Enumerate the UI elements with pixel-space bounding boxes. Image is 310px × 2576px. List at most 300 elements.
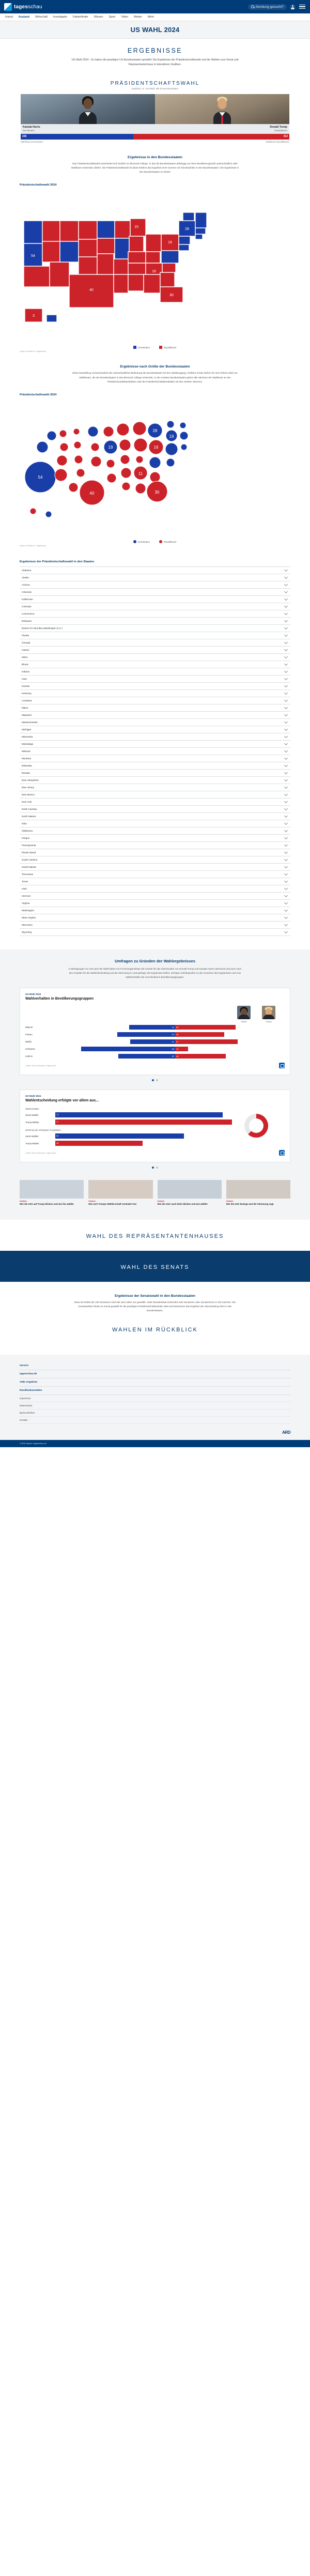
house-section bbox=[0, 1220, 310, 1251]
map1-text: Das Präsidentschaftswahl entscheidet sich letztlich im Electoral College. In das die Bundesstaaten abhängig von ihrer Bevölkerungszahl unterschiedlich viele Wahlleute entsenden dürfen. Die Präsidentschaftswahl ist damit letztlich das Ergebnis einer Summe von Einzelwahlen in den Bundesstaaten. Die Ergebnisse in den Bundesstaaten im Detail: bbox=[71, 162, 239, 174]
logo-mark-icon bbox=[4, 3, 12, 11]
state-label: Colorado bbox=[22, 605, 32, 608]
poll-card-motivation bbox=[20, 1090, 290, 1162]
group-bar-row bbox=[25, 1054, 285, 1059]
mini-harris bbox=[237, 1006, 251, 1023]
chevron-down-icon bbox=[284, 763, 288, 767]
legend-dem: Demokraten bbox=[133, 540, 150, 543]
state-label: Kalifornien bbox=[22, 598, 33, 601]
svg-text:28: 28 bbox=[185, 227, 189, 232]
svg-text:19: 19 bbox=[168, 241, 172, 245]
state-label: Pennsylvania bbox=[22, 844, 36, 847]
chevron-down-icon bbox=[284, 829, 288, 832]
accordion-row-state[interactable] bbox=[20, 704, 290, 712]
candidate-name: Kamala Harris bbox=[23, 125, 40, 129]
nav-item-investigativ[interactable]: Investigativ bbox=[53, 16, 67, 19]
nav-item-sport[interactable]: Sport bbox=[109, 16, 116, 19]
teaser-thumbnail bbox=[88, 1180, 152, 1199]
history-section bbox=[0, 1313, 310, 1344]
state-label: Wisconsin bbox=[22, 924, 33, 927]
teaser-tag: Analyse bbox=[20, 1200, 27, 1203]
teaser-tag: Analyse bbox=[226, 1200, 234, 1203]
svg-text:11: 11 bbox=[138, 471, 143, 477]
accordion-row-state[interactable] bbox=[20, 748, 290, 755]
chevron-down-icon bbox=[284, 619, 288, 622]
accordion-row-state[interactable] bbox=[20, 914, 290, 922]
state-label: Indiana bbox=[22, 670, 30, 673]
brand-rest: schau bbox=[28, 4, 42, 10]
accordion-row-state[interactable] bbox=[20, 596, 290, 603]
svg-text:16: 16 bbox=[153, 445, 159, 450]
chevron-down-icon bbox=[284, 771, 288, 774]
page-title: US WAHL 2024 bbox=[130, 26, 180, 34]
state-label: Wyoming bbox=[22, 931, 32, 934]
map2-chart-caption: Präsidentschaftswahl 2024 bbox=[20, 393, 57, 397]
state-label: Michigan bbox=[22, 728, 32, 731]
state-label: Oregon bbox=[22, 837, 30, 840]
bubble-map-svg bbox=[20, 400, 290, 539]
search-placeholder: Sendung gesucht? bbox=[255, 5, 284, 9]
state-label: Massachusetts bbox=[22, 721, 38, 724]
motivation-label: Harris-Wähler bbox=[25, 1113, 39, 1116]
mini-label: Trump bbox=[266, 1020, 272, 1023]
share-button[interactable] bbox=[279, 1150, 285, 1156]
card-sub2: Wichtung der wichtigsten Kandidaten bbox=[25, 1129, 61, 1132]
nav-item-wetter[interactable]: Wetter bbox=[134, 16, 142, 19]
motivation-value: 77 bbox=[56, 1121, 59, 1124]
group-label: Weiße bbox=[25, 1040, 32, 1044]
chevron-down-icon bbox=[284, 648, 288, 651]
state-label: Tennessee bbox=[22, 873, 34, 876]
candidate-harris bbox=[21, 94, 155, 134]
accordion-row-state[interactable] bbox=[20, 784, 290, 791]
chevron-down-icon bbox=[284, 800, 288, 803]
chevron-down-icon bbox=[284, 568, 288, 572]
accordion-row-state[interactable] bbox=[20, 661, 290, 668]
group-label: Männer bbox=[25, 1026, 33, 1029]
chevron-down-icon bbox=[284, 901, 288, 904]
state-label: South Carolina bbox=[22, 858, 38, 862]
rep-electors: 312 bbox=[283, 135, 288, 138]
state-label: Connecticut bbox=[22, 612, 35, 616]
results-section-header bbox=[0, 39, 310, 69]
svg-text:30: 30 bbox=[154, 490, 160, 495]
chevron-down-icon bbox=[284, 872, 288, 876]
state-label: Illinois bbox=[22, 663, 28, 666]
svg-text:19: 19 bbox=[169, 434, 174, 439]
state-label: New Mexico bbox=[22, 793, 35, 796]
teaser-title: Wie die USA auf Trump blicken und wie ihn wählte bbox=[20, 1203, 74, 1206]
state-label: Delaware bbox=[22, 620, 32, 623]
us-choropleth-map[interactable] bbox=[20, 190, 290, 345]
card-title: Wahlverhalten in Bevölkerungsgruppen bbox=[25, 997, 94, 1001]
accordion-row-state[interactable] bbox=[20, 726, 290, 733]
legend-rep: Republikaner bbox=[159, 346, 177, 349]
rep-value: 45 bbox=[176, 1033, 179, 1036]
teaser-card[interactable] bbox=[20, 1180, 84, 1206]
chevron-down-icon bbox=[284, 626, 288, 630]
chevron-down-icon bbox=[284, 597, 288, 601]
chevron-down-icon bbox=[284, 894, 288, 897]
chevron-down-icon bbox=[284, 850, 288, 854]
accordion-row-state[interactable] bbox=[20, 835, 290, 842]
map-svg bbox=[20, 190, 290, 345]
senate-section bbox=[0, 1251, 310, 1282]
motivation-value: 38 bbox=[56, 1142, 59, 1145]
nav-item-ausland[interactable]: Ausland bbox=[18, 16, 29, 19]
polls-heading: Umfragen zu Gründen der Wahlergebnisses bbox=[114, 959, 195, 964]
accordion-row-state[interactable] bbox=[20, 770, 290, 777]
state-label: Georgia bbox=[22, 641, 30, 645]
state-label: Mississippi bbox=[22, 743, 34, 746]
group-label: Schwarze bbox=[25, 1048, 35, 1051]
candidate-party: Republikaner bbox=[274, 129, 287, 132]
motivation-label: Trump-Wähler bbox=[25, 1121, 39, 1124]
nav-item-inland[interactable]: Inland bbox=[5, 16, 13, 19]
accordion-row-state[interactable] bbox=[20, 690, 290, 697]
chevron-down-icon bbox=[284, 677, 288, 680]
accordion-row-state[interactable] bbox=[20, 625, 290, 632]
candidate-mini-heads bbox=[25, 1006, 285, 1023]
teaser-thumbnail bbox=[158, 1180, 222, 1199]
presidential-heading: PRÄSIDENTSCHAFTSWAHL bbox=[110, 80, 200, 86]
chevron-down-icon bbox=[284, 669, 288, 673]
svg-text:3: 3 bbox=[33, 314, 35, 318]
nav-item-wirtschaft[interactable]: Wirtschaft bbox=[35, 16, 48, 19]
history-heading: WAHLEN IM RÜCKBLICK bbox=[112, 1326, 198, 1333]
svg-text:30: 30 bbox=[169, 294, 174, 298]
teaser-card[interactable] bbox=[226, 1180, 290, 1206]
card-source: Quelle: Edison Research / tagesschau bbox=[25, 1152, 56, 1154]
teaser-card[interactable] bbox=[158, 1180, 222, 1206]
browser-topbar bbox=[0, 0, 310, 13]
map1-legend bbox=[0, 346, 310, 349]
accordion-row-state[interactable] bbox=[20, 581, 290, 589]
group-bar-row bbox=[25, 1032, 285, 1037]
state-label: Ohio bbox=[22, 822, 27, 825]
accordion-row-state[interactable] bbox=[20, 574, 290, 581]
site-logo[interactable] bbox=[4, 3, 42, 11]
chevron-down-icon bbox=[284, 915, 288, 919]
state-label: Montana bbox=[22, 757, 31, 760]
brand-main: tages bbox=[14, 4, 28, 10]
accordion-row-state[interactable] bbox=[20, 827, 290, 835]
dem-electors: 226 bbox=[22, 135, 27, 138]
state-label: Nevada bbox=[22, 772, 30, 775]
group-bar-row bbox=[25, 1039, 285, 1044]
state-label: Rhode Island bbox=[22, 851, 36, 854]
mini-trump bbox=[262, 1006, 275, 1023]
state-label: Florida bbox=[22, 634, 29, 637]
accordion-row-state[interactable] bbox=[20, 893, 290, 900]
motivation-bars-1 bbox=[25, 1112, 285, 1125]
rep-value: 12 bbox=[176, 1047, 179, 1050]
footer-section-tagesschau[interactable]: tagesschau.de bbox=[20, 1370, 290, 1378]
accordion-row-state[interactable] bbox=[20, 683, 290, 690]
accordion-row-state[interactable] bbox=[20, 589, 290, 596]
state-label: Hawaii bbox=[22, 649, 29, 652]
accordion-row-state[interactable] bbox=[20, 654, 290, 661]
chevron-down-icon bbox=[284, 792, 288, 796]
state-label: Oklahoma bbox=[22, 830, 33, 833]
candidate-party: Demokraten bbox=[23, 129, 35, 132]
state-label: Louisiana bbox=[22, 699, 32, 702]
page-title-band bbox=[0, 21, 310, 39]
accordion-row-state[interactable] bbox=[20, 878, 290, 885]
state-label: Kentucky bbox=[22, 692, 32, 695]
candidate-duel bbox=[0, 94, 310, 134]
chevron-down-icon bbox=[284, 727, 288, 731]
chevron-down-icon bbox=[284, 843, 288, 847]
motivation-value: 73 bbox=[56, 1113, 59, 1116]
map1-heading: Ergebnisse in den Bundesstaaten bbox=[128, 155, 182, 159]
map2-legend bbox=[0, 540, 310, 543]
senate-states-heading: Ergebnisse der Senatswahl in den Bundesstaaten bbox=[114, 1294, 196, 1298]
accordion-row-state[interactable] bbox=[20, 849, 290, 856]
group-bar-row bbox=[25, 1047, 285, 1051]
motivation-bars-2 bbox=[25, 1133, 285, 1146]
ard-logo[interactable]: ARD bbox=[282, 1430, 290, 1435]
footer-section-ard[interactable]: ARD-Angebote bbox=[20, 1378, 290, 1387]
poll-card-groups bbox=[20, 988, 290, 1075]
chevron-down-icon bbox=[284, 633, 288, 637]
chevron-down-icon bbox=[284, 684, 288, 687]
footer-link-impressum[interactable]: Impressum bbox=[20, 1395, 290, 1402]
accordion-row-state[interactable] bbox=[20, 755, 290, 762]
accordion-row-state[interactable] bbox=[20, 820, 290, 827]
dem-electors-label: Wahlleute Demokraten bbox=[21, 140, 43, 143]
motivation-label: Harris-Wähler bbox=[25, 1134, 39, 1138]
electors-bar-labels bbox=[0, 140, 310, 143]
card-title: Wahlentscheidung erfolgte vor allem aus... bbox=[25, 1099, 99, 1103]
state-label: Vermont bbox=[22, 895, 31, 898]
results-heading: ERGEBNISSE bbox=[127, 47, 183, 54]
polls-section bbox=[0, 949, 310, 1220]
chevron-down-icon bbox=[284, 865, 288, 868]
mini-label: Harris bbox=[241, 1020, 247, 1023]
card-kicker: US-Wahl 2024 bbox=[25, 1095, 41, 1098]
group-label: Frauen bbox=[25, 1033, 33, 1036]
dem-value: 52 bbox=[172, 1054, 174, 1057]
nav-item-video[interactable]: Video bbox=[121, 16, 129, 19]
copyright: © ARD-aktuell / tagesschau.de bbox=[0, 1440, 310, 1447]
footer-section-service[interactable]: Service bbox=[20, 1362, 290, 1370]
dem-value: 41 bbox=[172, 1040, 174, 1043]
accordion-row-state[interactable] bbox=[20, 668, 290, 676]
teaser-thumbnail bbox=[226, 1180, 290, 1199]
accordion-row-state[interactable] bbox=[20, 777, 290, 784]
chevron-down-icon bbox=[284, 734, 288, 738]
footer-link-datenschutz[interactable]: Datenschutz bbox=[20, 1402, 290, 1409]
candidate-trump bbox=[155, 94, 289, 134]
state-label: Missouri bbox=[22, 750, 31, 753]
accordion-row-state[interactable] bbox=[20, 806, 290, 813]
accordion-row-state[interactable] bbox=[20, 856, 290, 864]
chevron-down-icon bbox=[284, 749, 288, 753]
main-nav bbox=[0, 13, 310, 21]
chevron-down-icon bbox=[284, 923, 288, 926]
electors-bar bbox=[0, 134, 310, 140]
card-kicker: US-Wahl 2024 bbox=[25, 993, 41, 996]
accordion-row-state[interactable] bbox=[20, 799, 290, 806]
accordion-row-state[interactable] bbox=[20, 900, 290, 907]
accordion-row-state[interactable] bbox=[20, 842, 290, 849]
chevron-down-icon bbox=[284, 836, 288, 839]
accordion-row-state[interactable] bbox=[20, 639, 290, 647]
teaser-card[interactable] bbox=[88, 1180, 152, 1206]
chevron-down-icon bbox=[284, 908, 288, 912]
nav-item-wissen[interactable]: Wissen bbox=[94, 16, 103, 19]
teaser-tag: Analyse bbox=[88, 1200, 96, 1203]
svg-text:16: 16 bbox=[152, 270, 156, 274]
motivation-value: 56 bbox=[56, 1134, 59, 1138]
chevron-down-icon bbox=[284, 698, 288, 702]
polls-text: In Befragungen vor und nach der Wahl haben US-Forschungsinstitute die Gründe für das Abschneiden von Donald Trump und Kamala Harris untersucht und auch nach den Gründen für die Wahlentscheidung und die Stimmung im Land gefragt. Die Ergebnisse helfen, wichtige Antriebspunkte zu den Ursachen des Ergebnisses und zum Wahlverhalten der verschiedenen Bevölkerungsgruppen. bbox=[68, 968, 242, 979]
group-label: Latinos bbox=[25, 1055, 33, 1058]
accordion-row-state[interactable] bbox=[20, 864, 290, 871]
accordion-row-state[interactable] bbox=[20, 929, 290, 936]
accordion-row-state[interactable] bbox=[20, 697, 290, 704]
chevron-down-icon bbox=[284, 706, 288, 709]
accordion-row-state[interactable] bbox=[20, 733, 290, 741]
results-intro: US-Wahl 2024 - So haben die jeweiligen US-Bundesstaaten gewählt: Die Ergebnisse der Präsidentschaftswahl und der Wahlen zum Senat und Repräsentantenhaus in interaktiven Grafiken. bbox=[71, 58, 239, 66]
state-label: Iowa bbox=[22, 678, 27, 681]
accordion-row-state[interactable] bbox=[20, 885, 290, 893]
chevron-down-icon bbox=[284, 807, 288, 810]
chevron-down-icon bbox=[284, 575, 288, 579]
accordion-row-state[interactable] bbox=[20, 647, 290, 654]
chevron-down-icon bbox=[284, 640, 288, 644]
chevron-down-icon bbox=[284, 611, 288, 615]
candidate-name: Donald Trump bbox=[270, 125, 287, 129]
state-label: Arizona bbox=[22, 584, 30, 587]
nav-item-mehr[interactable]: Mehr bbox=[147, 16, 154, 19]
state-label: Virginia bbox=[22, 902, 30, 905]
group-bar-row bbox=[25, 1025, 285, 1030]
chevron-down-icon bbox=[284, 930, 288, 933]
senate-states-text: Etwa ein Drittel der 100 Senatoren wird alle zwei Jahre neu gewählt. Jeder Bundesstaat entsendet zwei Senatoren oder Senatorinnen in die Kammer. Die Senatswahlen finden im Senat gewählt für die jeweiligen Präsidentschaftswahlen statt und bestimmen das Ergebnis der Sitzverteilung 2024 in den Bundesstaaten. bbox=[74, 1300, 236, 1312]
accordion-row-state[interactable] bbox=[20, 719, 290, 726]
map1-chart-caption: Präsidentschaftswahl 2024 bbox=[20, 183, 57, 187]
motivation-label: Trump-Wähler bbox=[25, 1142, 39, 1145]
teaser-title: Wie sich Trumps Wählerschaft verändert hat bbox=[88, 1203, 136, 1206]
state-label: Maine bbox=[22, 707, 28, 710]
svg-text:54: 54 bbox=[38, 475, 43, 480]
accordion-row-state[interactable] bbox=[20, 610, 290, 618]
state-label: North Carolina bbox=[22, 808, 37, 811]
motivation-bar-row bbox=[25, 1112, 285, 1117]
state-label: Idaho bbox=[22, 656, 28, 659]
state-label: West Virginia bbox=[22, 916, 36, 919]
teaser-title: Wie die USA nach links blicken und wie wählte bbox=[157, 1203, 208, 1206]
dem-value: 42 bbox=[172, 1025, 174, 1029]
accordion-row-state[interactable] bbox=[20, 791, 290, 799]
footer-link-kontakt[interactable]: Kontakt bbox=[20, 1417, 290, 1424]
presidential-sub: Ergebnis, 47. US-Wahl, alle 50 Bundesstaaten bbox=[131, 87, 179, 90]
rep-value: 46 bbox=[176, 1054, 179, 1057]
menu-icon[interactable] bbox=[299, 4, 306, 10]
state-label: Washington bbox=[22, 909, 35, 912]
state-label: Minnesota bbox=[22, 735, 33, 739]
chevron-down-icon bbox=[284, 879, 288, 883]
state-label: Texas bbox=[22, 880, 28, 883]
search-input[interactable] bbox=[248, 4, 287, 10]
footer-section-rundfunk[interactable]: Rundfunkanstalten bbox=[20, 1387, 290, 1395]
chevron-down-icon bbox=[284, 691, 288, 695]
group-bars bbox=[25, 1025, 285, 1059]
accordion-row-state[interactable] bbox=[20, 567, 290, 574]
chevron-down-icon bbox=[284, 582, 288, 586]
chevron-down-icon bbox=[284, 756, 288, 760]
state-label: South Dakota bbox=[22, 866, 36, 869]
chevron-down-icon bbox=[284, 713, 288, 716]
state-label: District of Columbia (Washington D.C.) bbox=[22, 627, 63, 630]
accordion-row-state[interactable] bbox=[20, 618, 290, 625]
chevron-down-icon bbox=[284, 590, 288, 593]
user-icon[interactable] bbox=[290, 4, 296, 10]
card-sub1: Wahlverhalten bbox=[25, 1108, 39, 1111]
house-heading: WAHL DES REPRÄSENTANTENHAUSES bbox=[86, 1233, 224, 1239]
state-label: Kansas bbox=[22, 685, 30, 688]
footer-link-barrierefreiheit[interactable]: Barrierefreiheit bbox=[20, 1409, 290, 1417]
svg-text:15: 15 bbox=[134, 225, 138, 229]
motivation-bar-row bbox=[25, 1133, 285, 1139]
avatar bbox=[21, 94, 155, 124]
teaser-thumbnail bbox=[20, 1180, 84, 1199]
accordion-row-state[interactable] bbox=[20, 871, 290, 878]
nav-item-faktenfinder[interactable]: Faktenfinder bbox=[72, 16, 88, 19]
site-footer bbox=[0, 1355, 310, 1440]
share-button[interactable] bbox=[279, 1063, 285, 1068]
us-bubble-map[interactable] bbox=[20, 400, 290, 539]
accordion-row-state[interactable] bbox=[20, 741, 290, 748]
svg-text:40: 40 bbox=[89, 288, 94, 293]
svg-text:19: 19 bbox=[108, 445, 113, 450]
rep-electors-label: Wahlleute Republikaner bbox=[266, 140, 289, 143]
chevron-down-icon bbox=[284, 821, 288, 825]
carousel-dots[interactable] bbox=[0, 1079, 310, 1081]
accordion-row-state[interactable] bbox=[20, 922, 290, 929]
accordion-row-state[interactable] bbox=[20, 676, 290, 683]
chevron-down-icon bbox=[284, 814, 288, 818]
senate-heading: WAHL DES SENATS bbox=[120, 1264, 190, 1270]
states-accordion bbox=[20, 566, 290, 936]
chevron-down-icon bbox=[284, 778, 288, 781]
map2-heading: Ergebnisse nach Größe der Bundesstaaten bbox=[120, 365, 190, 369]
chevron-down-icon bbox=[284, 655, 288, 658]
accordion-row-state[interactable] bbox=[20, 712, 290, 719]
dem-value: 86 bbox=[172, 1047, 174, 1050]
card-source: Quelle: Edison Research / tagesschau bbox=[25, 1064, 56, 1067]
state-label: New Hampshire bbox=[22, 779, 39, 782]
state-label: Arkansas bbox=[22, 591, 32, 594]
rep-value: 55 bbox=[176, 1025, 179, 1029]
state-label: Utah bbox=[22, 887, 27, 891]
state-label: Alabama bbox=[22, 569, 32, 572]
carousel-dots-2[interactable] bbox=[0, 1167, 310, 1169]
chevron-down-icon bbox=[284, 720, 288, 724]
state-label: North Dakota bbox=[22, 815, 36, 818]
motivation-bar-row bbox=[25, 1120, 285, 1125]
accordion-row-state[interactable] bbox=[20, 907, 290, 914]
svg-text:54: 54 bbox=[31, 254, 35, 258]
state-label: Alaska bbox=[22, 576, 29, 579]
accordion-row-state[interactable] bbox=[20, 813, 290, 820]
accordion-row-state[interactable] bbox=[20, 632, 290, 639]
teaser-title: Wie die USA bewegt und die Stimmung sagt bbox=[226, 1203, 274, 1206]
accordion-row-state[interactable] bbox=[20, 603, 290, 610]
accordion-row-state[interactable] bbox=[20, 762, 290, 770]
